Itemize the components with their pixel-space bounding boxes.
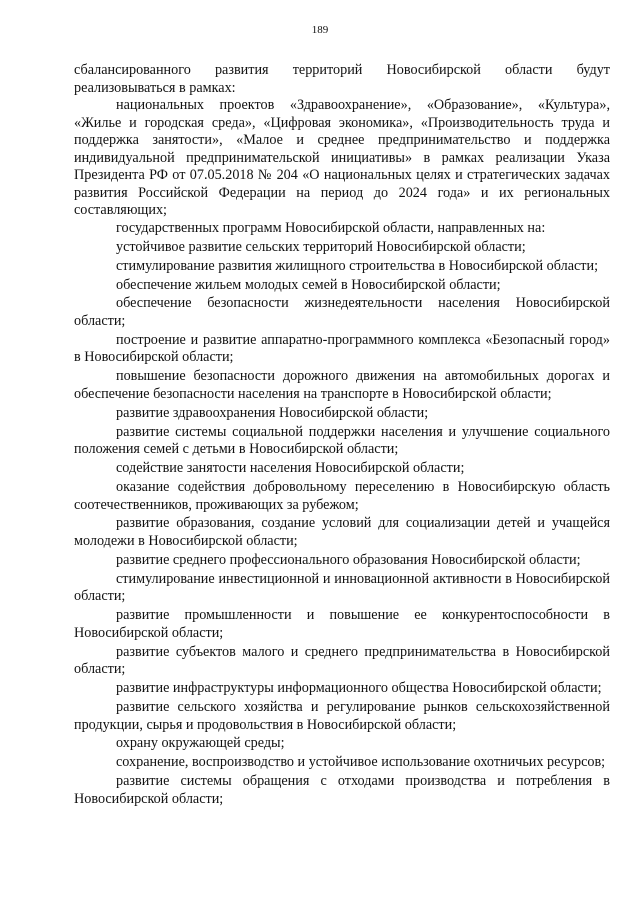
list-item: развитие образования, создание условий для социализации детей и учащейся молодежи в Новосибирской области; (74, 515, 610, 549)
list-item: сохранение, воспроизводство и устойчивое использование охотничьих ресурсов; (116, 754, 606, 771)
paragraph-state-programs: государственных программ Новосибирской области, направленных на: (116, 219, 546, 236)
list-item: обеспечение жильем молодых семей в Новосибирской области; (116, 276, 501, 293)
document-body (74, 62, 610, 808)
list-item: развитие промышленности и повышение ее конкурентоспособности в Новосибирской области; (74, 607, 610, 641)
list-item: охрану окружающей среды; (116, 735, 285, 752)
list-item: устойчивое развитие сельских территорий Новосибирской области; (116, 238, 526, 255)
list-item: развитие системы обращения с отходами производства и потребления в Новосибирской области; (74, 773, 610, 807)
list-item: развитие среднего профессионального образования Новосибирской области; (116, 551, 581, 568)
list-item: развитие субъектов малого и среднего предпринимательства в Новосибирской области; (74, 643, 610, 678)
list-item: оказание содействия добровольному переселению в Новосибирскую область соотечественников, проживающих за рубежом; (74, 479, 610, 513)
list-item: развитие сельского хозяйства и регулирование рынков сельскохозяйственной продукции, сырья и продовольствия в Новосибирской области; (74, 698, 610, 733)
list-item: развитие системы социальной поддержки населения и улучшение социального положения семей с детьми в Новосибирской области; (74, 423, 610, 458)
list-item: развитие инфраструктуры информационного общества Новосибирской области; (116, 680, 602, 697)
list-item: стимулирование инвестиционной и инновационной активности в Новосибирской области; (74, 570, 610, 605)
paragraph-national-projects: национальных проектов «Здравоохранение», «Образование», «Культура», «Жилье и городская среда», «Цифровая экономика», «Производительность труда и поддержка занятости», «Малое и среднее предпринимательство и поддержка индивидуальной предпринимательской инициативы» в рамках реализации Указа Президента РФ от 07.05.2018 № 204 «О национальных целях и стратегических задачах развития Российской Федерации на период до 2024 года» и их региональных составляющих; (74, 97, 610, 219)
list-item: развитие здравоохранения Новосибирской области; (116, 404, 429, 421)
list-item: обеспечение безопасности жизнедеятельности населения Новосибирской области; (74, 295, 610, 330)
list-item: построение и развитие аппаратно-программного комплекса «Безопасный город» в Новосибирской области; (74, 331, 610, 366)
paragraph-intro: сбалансированного развития территорий Новосибирской области будут реализовываться в рамках: (74, 62, 610, 96)
list-item: содействие занятости населения Новосибирской области; (116, 460, 465, 477)
page-number: 189 (311, 24, 329, 36)
list-item: стимулирование развития жилищного строительства в Новосибирской области; (116, 257, 599, 274)
list-item: повышение безопасности дорожного движения на автомобильных дорогах и обеспечение безопасности населения на транспорте в Новосибирской области; (74, 368, 610, 402)
